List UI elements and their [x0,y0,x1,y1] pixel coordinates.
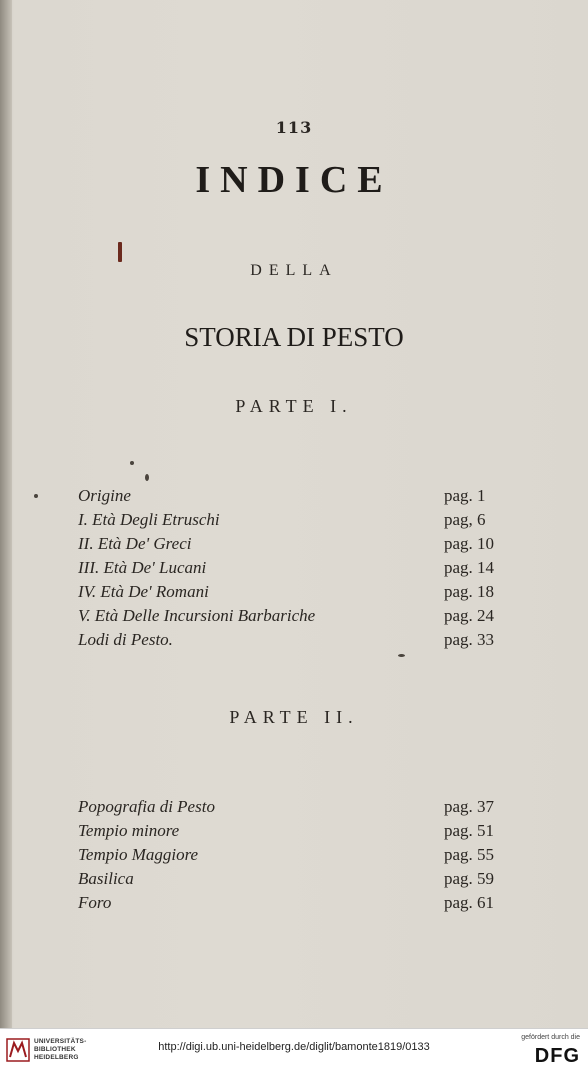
library-name-line: UNIVERSITÄTS- [34,1038,87,1045]
toc-entry-title: Foro [78,893,112,912]
toc-entry-page: pag. 37 [444,797,495,816]
library-name-line: HEIDELBERG [34,1054,79,1061]
toc-entry [78,628,518,652]
toc-entry-page: pag. 61 [444,893,495,912]
paper-speck [34,494,38,498]
paper-speck [398,654,405,657]
toc-entry [78,891,518,915]
toc-entry [78,795,518,819]
part-one-contents [78,484,518,652]
toc-entry-page: pag. 18 [444,582,495,601]
toc-entry-page: pag. 14 [444,558,495,577]
toc-entry [78,484,518,508]
digitization-footer [0,1028,588,1072]
toc-entry-title: Popografia di Pesto [78,797,215,816]
toc-entry [78,819,518,843]
paper-speck [130,461,134,465]
toc-entry [78,508,518,532]
toc-entry-title: IV. Età De' Romani [78,582,209,601]
toc-entry-page: pag. 55 [444,845,495,864]
ink-stain [118,242,122,262]
toc-entry [78,532,518,556]
toc-entry-title: Basilica [78,869,134,888]
toc-entry [78,867,518,891]
funding-note: gefördert durch die [521,1034,580,1041]
toc-entry-page: pag. 33 [444,630,495,649]
toc-entry-title: Tempio minore [78,821,180,840]
toc-entry-page: pag, 6 [444,510,486,529]
work-title: STORIA DI PESTO [184,322,404,352]
paper-speck [145,474,149,481]
toc-entry [78,556,518,580]
page-heading: INDICE [195,159,393,201]
page-number: 113 [275,118,313,137]
toc-entry-page: pag. 51 [444,821,495,840]
source-link[interactable]: http://digi.ub.uni-heidelberg.de/diglit/bamonte1819/0133 [158,1041,430,1053]
toc-entry-page: pag. 1 [444,486,486,505]
toc-entry [78,604,518,628]
toc-entry [78,843,518,867]
dfg-logo: DFG [534,1045,580,1067]
toc-entry-title: II. Età De' Greci [78,534,192,553]
toc-entry-page: pag. 10 [444,534,495,553]
toc-entry-title: Lodi di Pesto. [78,630,173,649]
toc-entry-page: pag. 24 [444,606,495,625]
book-spine-edge [0,0,12,1028]
part-one-heading: PARTE I. [235,396,353,416]
library-name-line: BIBLIOTHEK [34,1046,76,1053]
part-two-heading: PARTE II. [229,707,359,727]
toc-entry [78,580,518,604]
toc-entry-title: III. Età De' Lucani [78,558,207,577]
toc-entry-title: V. Età Delle Incursioni Barbariche [78,606,316,625]
toc-entry-page: pag. 59 [444,869,495,888]
toc-entry-title: Tempio Maggiore [78,845,199,864]
toc-entry-title: I. Età Degli Etruschi [78,510,220,529]
part-two-contents [78,795,518,915]
toc-entry-title: Origine [78,486,131,505]
page-subheading: DELLA [250,262,338,279]
